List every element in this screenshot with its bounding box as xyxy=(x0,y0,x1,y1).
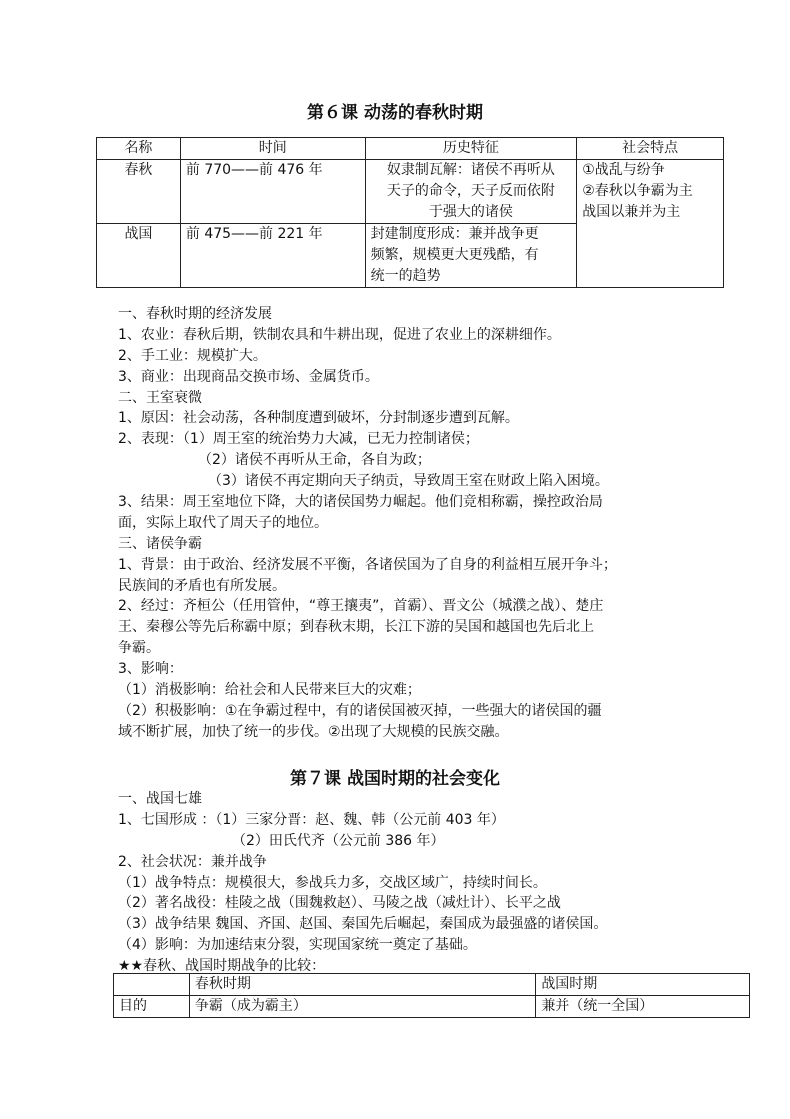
feature-line: 封建制度形成：兼并战争更 xyxy=(370,226,539,242)
section-heading: 二、王室衰微 xyxy=(118,389,202,406)
section-heading: 三、诸侯争霸 xyxy=(118,535,202,552)
social-line: 战国以兼并为主 xyxy=(582,204,681,220)
text-line: 民族间的矛盾也有所发展。 xyxy=(118,577,286,594)
section-heading: 一、战国七雄 xyxy=(118,791,202,807)
table-header-row xyxy=(114,974,750,996)
header-name: 名称 xyxy=(97,138,181,160)
text-line: 1、原因：社会动荡，各种制度遭到破坏，分封制逐步遭到瓦解。 xyxy=(118,410,519,427)
lesson7-title: 第７课 战国时期的社会变化 xyxy=(290,769,500,789)
text-line: 2、社会状况：兼并战争 xyxy=(118,853,267,870)
text-line: （2）积极影响：①在争霸过程中，有的诸侯国被灭掉，一些强大的诸侯国的疆 xyxy=(118,702,602,719)
text-line: 域不断扩展，加快了统一的步伐。②出现了大规模的民族交融。 xyxy=(118,723,509,740)
text-line: （2）田氏代齐（公元前 386 年） xyxy=(232,832,445,849)
table-header-row xyxy=(97,138,724,160)
period-name: 战国 xyxy=(97,224,181,288)
text-line: 争霸。 xyxy=(118,640,160,657)
period-feature xyxy=(365,160,577,224)
text-line: （1）战争特点：规模很大，参战兵力多，交战区域广，持续时间长。 xyxy=(118,874,547,891)
feature-line: 统一的趋势 xyxy=(370,268,441,284)
text-line: 2、表现：（1）周王室的统治势力大减，已无力控制诸侯； xyxy=(118,431,479,448)
table-row xyxy=(114,996,750,1018)
text-line: 1、背景：由于政治、经济发展不平衡，各诸侯国为了自身的利益相互展开争斗； xyxy=(118,556,617,573)
header-zhanguo: 战国时期 xyxy=(536,974,750,996)
row-label: 目的 xyxy=(114,996,190,1018)
row-zhanguo: 兼并（统一全国） xyxy=(536,996,750,1018)
text-line: 3、结果：周王室地位下降，大的诸侯国势力崛起。他们竞相称霸，操控政治局 xyxy=(118,494,603,511)
text-line: 2、手工业：规模扩大。 xyxy=(118,347,267,364)
text-line: （1）消极影响：给社会和人民带来巨大的灾难； xyxy=(118,682,421,699)
comparison-heading: ★★春秋、战国时期战争的比较： xyxy=(118,958,326,975)
social-line: ②春秋以争霸为主 xyxy=(582,183,693,199)
table-row xyxy=(97,160,724,224)
section-heading: 一、春秋时期的经济发展 xyxy=(118,306,272,322)
text-line: （2）诸侯不再听从王命，各自为政； xyxy=(198,452,431,469)
text-line: 3、影响： xyxy=(118,661,183,678)
period-time: 前 475——前 221 年 xyxy=(180,224,365,288)
header-feature: 历史特征 xyxy=(365,138,577,160)
period-name: 春秋 xyxy=(97,160,181,224)
period-time: 前 770——前 476 年 xyxy=(180,160,365,224)
lesson6-notes xyxy=(118,304,678,743)
text-line: 1、农业：春秋后期，铁制农具和牛耕出现，促进了农业上的深耕细作。 xyxy=(118,326,561,343)
feature-line: 奴隶制瓦解：诸侯不再听从 xyxy=(386,162,555,178)
text-line: 3、商业：出现商品交换市场、金属货币。 xyxy=(118,368,379,385)
text-line: （4）影响：为加速结束分裂，实现国家统一奠定了基础。 xyxy=(118,937,477,954)
text-line: 王、秦穆公等先后称霸中原；到春秋末期，长江下游的吴国和越国也先后北上 xyxy=(118,619,594,636)
text-line: 2、经过：齐桓公（任用管仲，“尊王攘夷”，首霸）、晋文公（城濮之战）、楚庄 xyxy=(118,598,604,615)
feature-line: 于强大的诸侯 xyxy=(428,204,513,220)
war-comparison-table xyxy=(113,973,750,1018)
text-line: （3）战争结果 魏国、齐国、赵国、秦国先后崛起，秦国成为最强盛的诸侯国。 xyxy=(118,916,608,933)
lesson7-notes xyxy=(118,789,718,977)
period-feature xyxy=(365,224,577,288)
row-chunqiu: 争霸（成为霸主） xyxy=(189,996,535,1018)
lesson6-title: 第６课 动荡的春秋时期 xyxy=(307,103,483,123)
header-chunqiu: 春秋时期 xyxy=(189,974,535,996)
text-line: 1、七国形成 ：（1）三家分晋：赵、魏、韩（公元前 403 年） xyxy=(118,811,505,828)
social-characteristics xyxy=(577,160,724,288)
lesson6-summary-table xyxy=(96,137,724,288)
header-empty xyxy=(114,974,190,996)
text-line: （3）诸侯不再定期向天子纳贡，导致周王室在财政上陷入困境。 xyxy=(208,473,609,490)
feature-line: 天子的命令，天子反而依附 xyxy=(386,183,555,199)
feature-line: 频繁，规模更大更残酷，有 xyxy=(370,247,539,263)
social-line: ①战乱与纷争 xyxy=(582,162,665,178)
header-time: 时间 xyxy=(180,138,365,160)
header-social: 社会特点 xyxy=(577,138,724,160)
text-line: （2）著名战役：桂陵之战（围魏救赵）、马陵之战（减灶计）、长平之战 xyxy=(118,895,561,912)
text-line: 面，实际上取代了周天子的地位。 xyxy=(118,514,328,531)
